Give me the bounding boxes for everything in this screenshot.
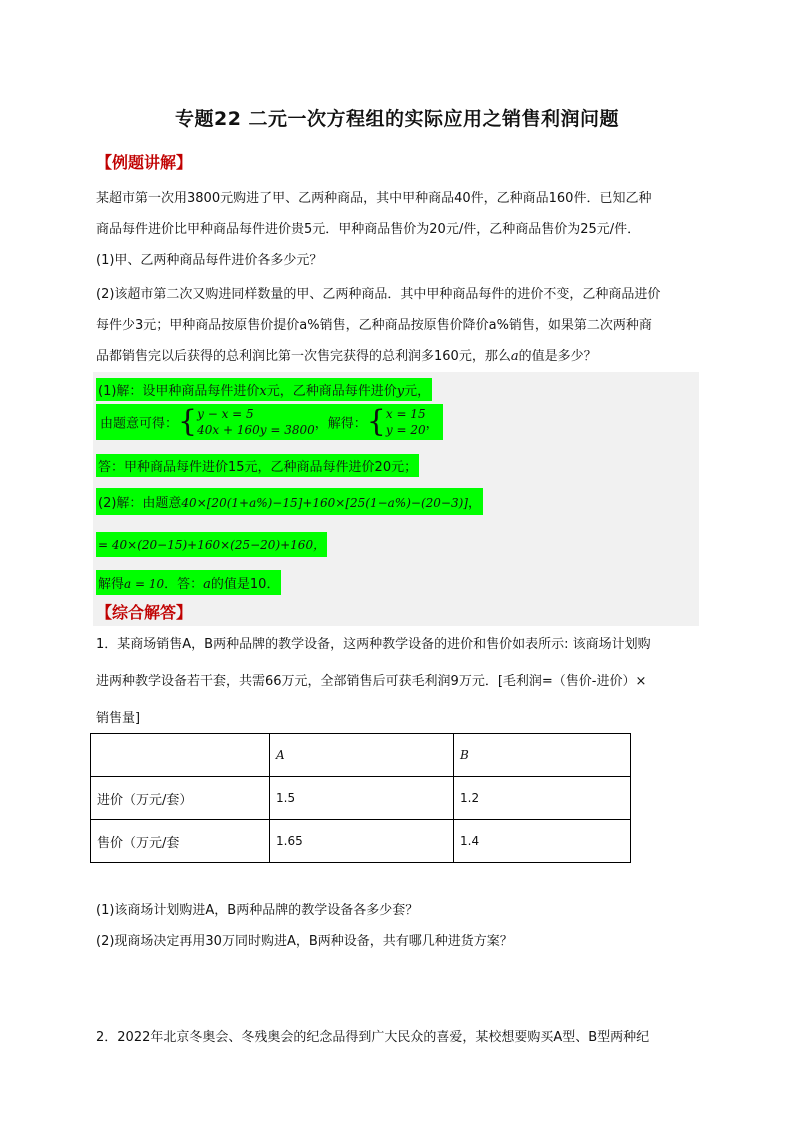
solution-step-5 bbox=[96, 532, 327, 557]
page-title: 专题22 二元一次方程组的实际应用之销售利润问题 bbox=[174, 108, 620, 130]
q1-line-1: 1．某商场销售A，B两种品牌的教学设备，这两种教学设备的进价和售价如表所示: 该商场计划购 bbox=[96, 637, 651, 652]
table-row bbox=[91, 820, 631, 863]
problem-line-1: 某超市第一次用3800元购进了甲、乙两种商品，其中甲种商品40件，乙种商品160件．已知乙种 bbox=[96, 191, 652, 206]
solution-step-2 bbox=[96, 404, 443, 440]
s1-b: 元，乙种商品每件进价 bbox=[266, 384, 397, 399]
left-brace-icon: { bbox=[366, 404, 386, 439]
solution-step-4 bbox=[96, 488, 483, 515]
s1-c: 元， bbox=[404, 384, 431, 399]
q1-sub-question-1: (1)该商场计划购进A，B两种品牌的教学设备各多少套？ bbox=[96, 903, 419, 918]
s2-eq2: 40x + 160y = 3800 bbox=[197, 423, 315, 437]
table-row bbox=[91, 734, 631, 777]
q2-text-a: 每件少3元；甲种商品按原售价提价 bbox=[96, 318, 300, 333]
q2-text-e: 的值是多少？ bbox=[518, 349, 597, 364]
table-cell bbox=[91, 734, 270, 777]
s5-equation: = 40×(20−15)+160×(25−20)+160， bbox=[98, 538, 326, 552]
s4-equation: 40×[20(1+a%)−15]+160×[25(1−a%)−(20−3)] bbox=[181, 496, 468, 510]
solution-step-1 bbox=[96, 378, 432, 401]
s6-a: 解得 bbox=[98, 577, 125, 592]
variable-a: a bbox=[510, 349, 519, 364]
table-cell: 进价（万元/套） bbox=[91, 777, 270, 820]
problem-question-2-line-3 bbox=[96, 348, 597, 366]
s2-a: 由题意可得： bbox=[100, 416, 179, 432]
s6-equation: a = 10 bbox=[124, 577, 165, 591]
solution-step-6 bbox=[96, 570, 281, 595]
problem-line-2: 商品每件进价比甲种商品每件进价贵5元．甲种商品售价为20元/件，乙种商品售价为25元/件． bbox=[96, 222, 641, 237]
table-cell: 售价（万元/套 bbox=[91, 820, 270, 863]
q1-line-2: 进两种教学设备若干套，共需66万元，全部销售后可获毛利润9万元．[毛利润=（售价-进价）× bbox=[96, 674, 647, 689]
table-cell: 1.5 bbox=[270, 777, 454, 820]
left-brace-icon: { bbox=[178, 404, 198, 439]
q2-text-c: a%销售，如果第二次两种商 bbox=[488, 318, 652, 333]
s4-a: (2)解：由题意 bbox=[98, 496, 182, 511]
s1-x: x bbox=[259, 384, 267, 399]
equation-system bbox=[197, 406, 315, 438]
s6-b: ．答： bbox=[164, 577, 204, 592]
s1-y: y bbox=[396, 384, 405, 399]
table-header-a: A bbox=[270, 734, 454, 777]
q1-line-3: 销售量] bbox=[96, 711, 141, 726]
q2-text-b: a%销售，乙种商品按原售价降价 bbox=[299, 318, 489, 333]
s6-var: a bbox=[203, 577, 211, 592]
table-header-b: B bbox=[454, 734, 631, 777]
table-row bbox=[91, 777, 631, 820]
example-section-heading: 【例题讲解】 bbox=[96, 153, 193, 172]
s2-sol1: x = 15 bbox=[385, 407, 426, 421]
table-cell: 1.4 bbox=[454, 820, 631, 863]
s4-b: ， bbox=[467, 496, 481, 511]
s2-b: ，解得： bbox=[314, 416, 367, 432]
s2-c: ， bbox=[425, 416, 439, 432]
solution-step-3: 答：甲种商品每件进价15元，乙种商品每件进价20元； bbox=[96, 454, 419, 477]
problem-question-1: (1)甲、乙两种商品每件进价各多少元？ bbox=[96, 253, 323, 268]
q1-sub-question-2: (2)现商场决定再用30万同时购进A，B两种设备，共有哪几种进货方案？ bbox=[96, 934, 513, 949]
price-table bbox=[90, 733, 631, 863]
s6-c: 的值是10． bbox=[210, 577, 280, 592]
solution-system bbox=[386, 406, 426, 438]
s2-sol2: y = 20 bbox=[385, 423, 426, 437]
comprehensive-section-heading: 【综合解答】 bbox=[96, 603, 193, 622]
s2-eq1: y − x = 5 bbox=[197, 407, 254, 421]
problem-question-2-line-1: (2)该超市第二次又购进同样数量的甲、乙两种商品．其中甲种商品每件的进价不变，乙种商品进价 bbox=[96, 287, 661, 302]
q2-text-d: 品都销售完以后获得的总利润比第一次售完获得的总利润多160元，那么 bbox=[96, 349, 511, 364]
table-cell: 1.2 bbox=[454, 777, 631, 820]
table-cell: 1.65 bbox=[270, 820, 454, 863]
q2-line-1: 2．2022年北京冬奥会、冬残奥会的纪念品得到广大民众的喜爱，某校想要购买A型、B型两种纪 bbox=[96, 1030, 650, 1045]
problem-question-2-line-2 bbox=[96, 317, 652, 335]
s1-a: (1)解：设甲种商品每件进价 bbox=[98, 384, 260, 399]
